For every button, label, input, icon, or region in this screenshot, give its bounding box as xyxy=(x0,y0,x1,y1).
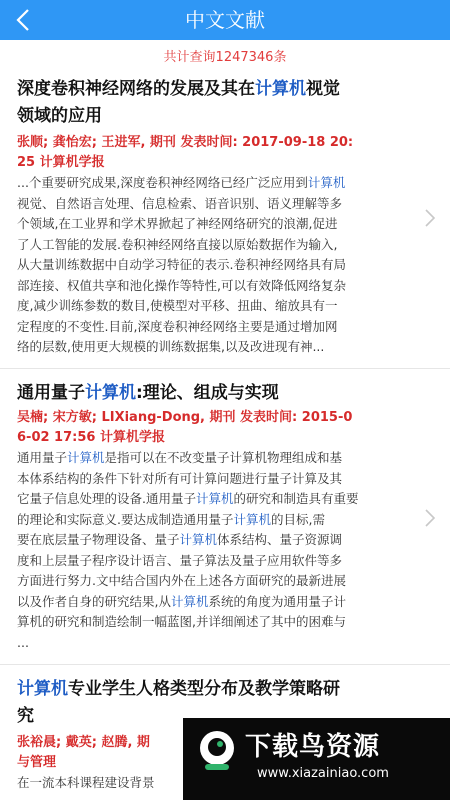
divider xyxy=(0,664,450,665)
divider xyxy=(0,368,450,369)
result-count: 共计查询1247346条 xyxy=(163,50,287,65)
page-title: 中文文献 xyxy=(185,8,265,32)
result-title: 通用量子计算机:理论、组成与实现 xyxy=(17,383,279,403)
result-meta: 张顺; 龚怡宏; 王进军, 期刊 发表时间: 2017-09-18 20: 25 计算机学报 xyxy=(17,135,354,170)
chevron-right-icon xyxy=(424,508,436,528)
result-meta: 吴楠; 宋方敏; LIXiang-Dong, 期刊 发表时间: 2015-0 6-02 17:56 计算机学报 xyxy=(17,410,353,445)
result-title: 计算机专业学生人格类型分布及教学策略研 究 xyxy=(17,679,340,726)
app-header xyxy=(0,0,450,40)
result-abstract: 通用量子计算机是指可以在不改变量子计算机物理组成和基 本体系结构的条件下针对所有可计算问题进行量子计算及其 它量子信息处理的设备.通用量子计算机的研究和制造具有重要 的理论和实际意义.要达成制造通用量子计算机的目标,需 要在底层量子物理设备、量子计算机体系结构、量子资源调 度和上层量子程序设计语言、量子算法及量子应用软件等多 方面进行努力.文中结合国内外在上述各方面研究的最新进展 以及作者自身的研究结果,从计算机系统的角度为通用量子计 算机的研究和制造绘制一幅蓝图,并详细阐述了其中的困难与 ... xyxy=(17,450,359,650)
result-abstract: 在一流本科课程建设背景 xyxy=(17,775,155,790)
result-abstract: ...个重要研究成果,深度卷积神经网络已经广泛应用到计算机 视觉、自然语言处理、信息检索、语音识别、语义理解等多 个领域,在工业界和学术界掀起了神经网络研究的浪潮,促进 了人工智能的发展.卷积神经网络直接以原始数据作为输入, 从大量训练数据中自动学习特征的表示.卷积神经网络具有局 部连接、权值共享和池化操作等特性,可以有效降低网络复杂 度,减少训练参数的数目,使模型对平移、扭曲、缩放具有一 定程度的不变性.目前,深度卷积神经网络主要是通过增加网 络的层数,使用更大规模的训练数据集,以及改进现有神... xyxy=(17,175,346,354)
result-title: 深度卷积神经网络的发展及其在计算机视觉 领域的应用 xyxy=(17,79,340,126)
watermark-text: 下载鸟资源 xyxy=(245,732,381,762)
chevron-right-icon xyxy=(424,208,436,228)
watermark-url: www.xiazainiao.com xyxy=(257,766,389,781)
download-bird-logo-icon xyxy=(197,728,237,774)
result-meta: 张裕晨; 戴英; 赵腾, 期 与管理 xyxy=(17,735,150,770)
watermark-banner xyxy=(183,718,450,800)
